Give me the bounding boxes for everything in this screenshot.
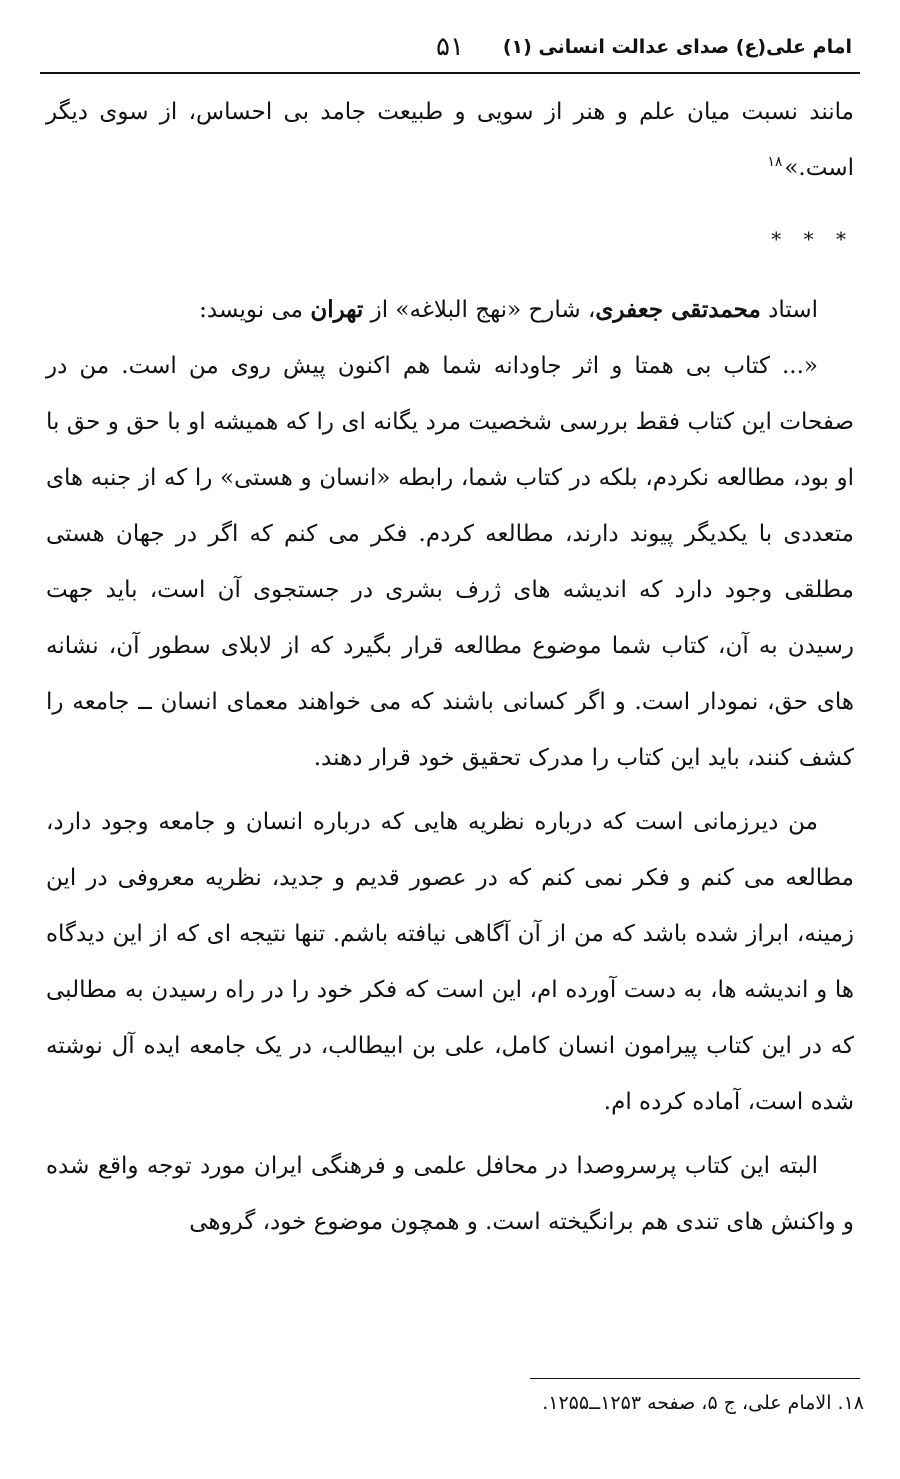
running-title: امام علی(ع) صدای عدالت انسانی (۱) <box>502 36 852 58</box>
page-header <box>40 32 860 74</box>
author-name: محمدتقی جعفری <box>595 296 761 323</box>
page-number: ۵۱ <box>436 32 464 62</box>
paragraph-3: «... کتاب بی همتا و اثر جاودانه شما هم اکنون پیش روی من است. من در صفحات این کتاب فقط بررسی شخصیت مرد یگانه ای را که همیشه او با حق و حق با او بود، مطالعه نکردم، بلکه در کتاب شما، رابطه «انسان و هستی» را که از جنبه های متعددی با یکدیگر پیوند دارند، مطالعه کردم. فکر می کنم که اگر در جهان هستی مطلقی وجود دارد که اندیشه های ژرف بشری در جستجوی آن است، باید جهت رسیدن به آن، کتاب شما موضوع مطالعه قرار بگیرد که از لابلای سطور آن، نشانه های حق، نمودار است. و اگر کسانی باشند که می خواهند معمای انسان ــ جامعه را کشف کنند، باید این کتاب را مدرک تحقیق خود قرار دهند. <box>46 353 854 771</box>
section-separator: * * * <box>771 227 854 251</box>
paragraph-1-text: مانند نسبت میان علم و هنر از سویی و طبیعت جامد بی احساس، از سوی دیگر است.» <box>46 99 854 181</box>
footnote-marker: ۱۸ <box>767 154 783 171</box>
page-body <box>46 84 854 1250</box>
intro-prefix: استاد <box>760 297 818 323</box>
footnote: ۱۸. الامام علی، ج ۵، صفحه ۱۲۵۳ــ۱۲۵۵. <box>542 1392 864 1414</box>
footnote-rule <box>530 1378 860 1379</box>
paragraph-1 <box>46 84 854 196</box>
city-name: تهران <box>310 296 364 323</box>
paragraph-5: البته این کتاب پرسروصدا در محافل علمی و فرهنگی ایران مورد توجه واقع شده و واکنش های تندی هم برانگیخته است. و همچون موضوع خود، گروهی <box>46 1153 854 1235</box>
intro-suffix: می نویسد: <box>199 297 311 323</box>
paragraph-4: من دیرزمانی است که درباره نظریه هایی که درباره انسان و جامعه وجود دارد، مطالعه می کنم و فکر نمی کنم که در عصور قدیم و جدید، نظریه معروفی در این زمینه، ابراز شده باشد که من از آن آگاهی نیافته باشم. تنها نتیجه ای که از این دیدگاه ها و اندیشه ها، به دست آورده ام، این است که فکر خود را در راه رسیدن به مطالبی که در این کتاب پیرامون انسان کامل، علی بن ابیطالب، در یک جامعه ایده آل نوشته شده است، آماده کرده ام. <box>46 809 854 1115</box>
paragraph-2 <box>46 282 854 338</box>
intro-middle: ، شارح «نهج البلاغه» از <box>363 297 596 323</box>
